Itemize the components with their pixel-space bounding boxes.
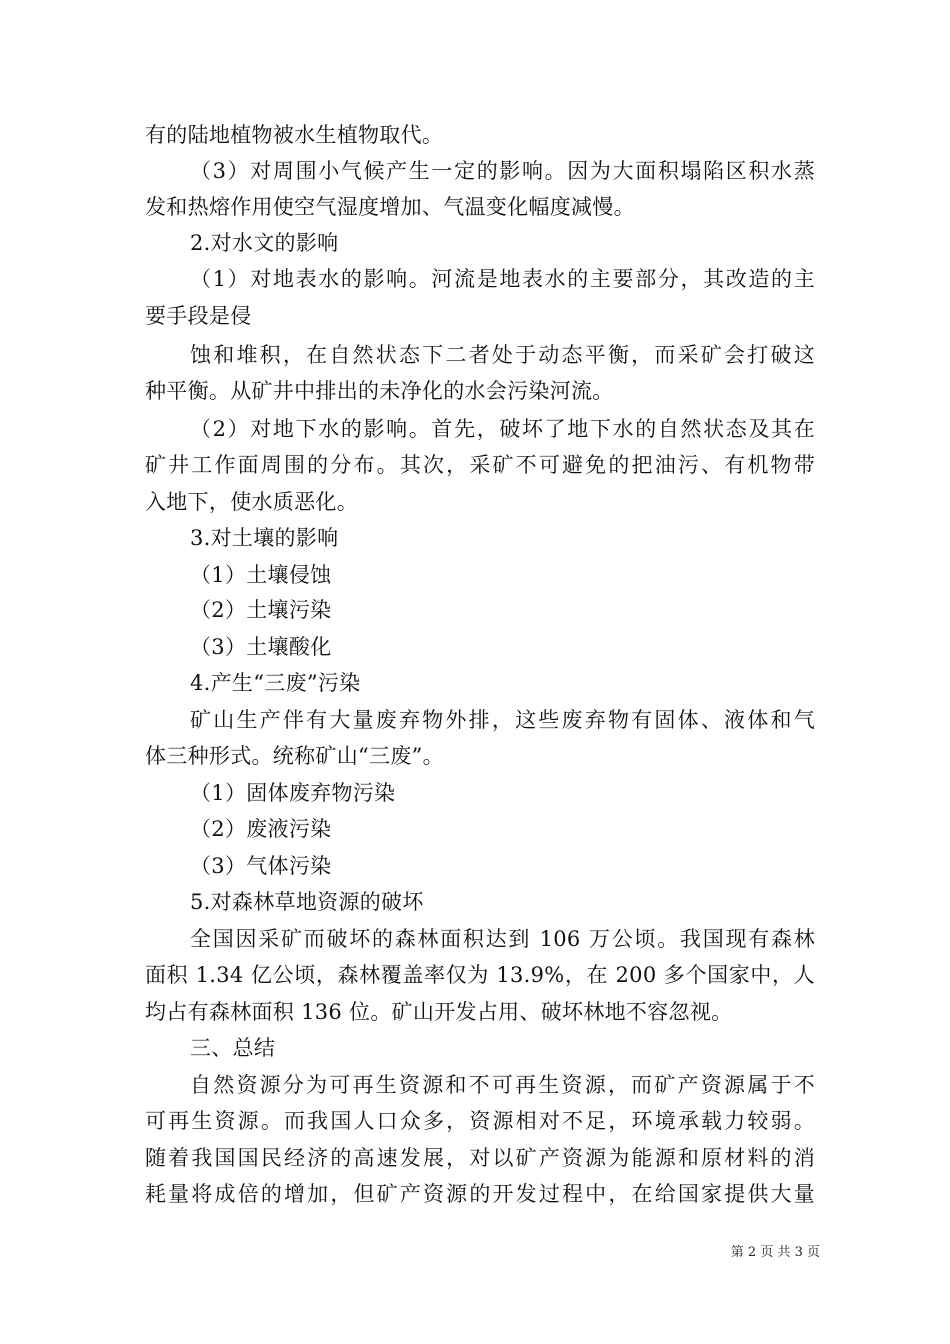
text-line: 要手段是侵	[145, 304, 252, 328]
text-line: （1）对地表水的影响。河流是地表水的主要部分，其改造的主	[190, 267, 815, 291]
list-item: （2）土壤污染	[190, 598, 332, 622]
section-heading: 4.产生“三废”污染	[190, 671, 361, 695]
list-item: （1）固体废弃物污染	[190, 781, 396, 805]
text-line: 种平衡。从矿井中排出的未净化的水会污染河流。	[145, 379, 614, 403]
text-line: 可再生资源。而我国人口众多，资源相对不足，环境承载力较弱。	[145, 1109, 815, 1133]
section-heading: 三、总结	[190, 1036, 276, 1060]
list-item: （1）土壤侵蚀	[190, 563, 332, 587]
section-heading: 2.对水文的影响	[190, 231, 339, 255]
page-number: 第 2 页 共 3 页	[730, 1245, 820, 1260]
text-line: 蚀和堆积，在自然状态下二者处于动态平衡，而采矿会打破这	[190, 343, 815, 367]
text-line: 耗量将成倍的增加，但矿产资源的开发过程中，在给国家提供大量	[145, 1182, 815, 1206]
text-line: 发和热熔作用使空气湿度增加、气温变化幅度减慢。	[145, 195, 635, 219]
text-line: （2）对地下水的影响。首先，破坏了地下水的自然状态及其在	[190, 417, 815, 441]
text-line: 体三种形式。统称矿山“三废”。	[145, 744, 444, 768]
text-line: （3）对周围小气候产生一定的影响。因为大面积塌陷区积水蒸	[190, 159, 815, 183]
text-line: 入地下，使水质恶化。	[145, 490, 358, 514]
text-line: 有的陆地植物被水生植物取代。	[145, 123, 444, 147]
text-line: 均占有森林面积 136 位。矿山开发占用、破坏林地不容忽视。	[145, 1000, 733, 1024]
list-item: （3）气体污染	[190, 854, 332, 878]
text-line: 随着我国国民经济的高速发展，对以矿产资源为能源和原材料的消	[145, 1146, 815, 1170]
section-heading: 5.对森林草地资源的破坏	[190, 890, 424, 914]
list-item: （2）废液污染	[190, 817, 332, 841]
list-item: （3）土壤酸化	[190, 635, 332, 659]
text-line: 矿井工作面周围的分布。其次，采矿不可避免的把油污、有机物带	[145, 453, 815, 477]
text-line: 矿山生产伴有大量废弃物外排，这些废弃物有固体、液体和气	[190, 708, 815, 732]
text-line: 面积 1.34 亿公顷，森林覆盖率仅为 13.9%，在 200 多个国家中，人	[145, 963, 815, 987]
section-heading: 3.对土壤的影响	[190, 526, 339, 550]
text-line: 自然资源分为可再生资源和不可再生资源，而矿产资源属于不	[190, 1073, 815, 1097]
text-line: 全国因采矿而破坏的森林面积达到 106 万公顷。我国现有森林	[190, 927, 815, 951]
